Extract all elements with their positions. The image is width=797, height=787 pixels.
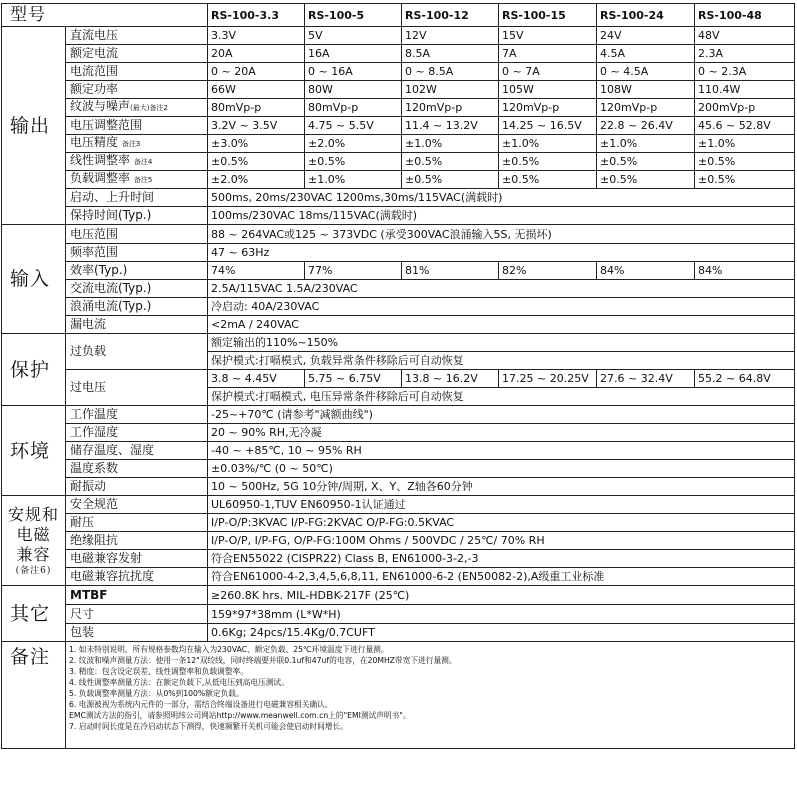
note-line: EMC测试方法的指引，请参照明纬公司网站http://www.meanwell.com.cn上的"EMI测试声明书"。 [69,711,411,720]
row-label: 电压范围 [66,225,208,244]
others-row [2,624,795,642]
output-row [2,189,795,207]
section-line: 兼容 [16,544,51,564]
cell: ±1.0% [695,135,795,153]
model-name: RS-100-12 [402,4,499,27]
environment-row [2,406,795,424]
cell-wide: 2.5A/115VAC 1.5A/230VAC [208,280,795,298]
cell: 108W [597,81,695,99]
cell-wide: 500ms, 20ms/230VAC 1200ms,30ms/115VAC(满载时) [208,189,795,207]
label-text: 线性调整率 [70,153,131,167]
cell: 120mVp-p [597,99,695,117]
row-label: 储存温度、湿度 [66,442,208,460]
cell: 24V [597,27,695,45]
row-label: 保持时间(Typ.) [66,207,208,225]
section-line: 电磁 [16,524,51,544]
cell: 3.2V ~ 3.5V [208,117,305,135]
cell-wide: 保护模式:打嗝模式, 电压异常条件移除后可自动恢复 [208,388,795,406]
note-line: 2. 纹波和噪声测量方法：使用一条12"双绞线，同时终端要并联0.1uf和47uf的电容，在20MHZ带宽下进行量测。 [69,656,457,665]
cell-wide: 额定输出的110%~150% [208,334,795,352]
cell-wide: ±0.03%/℃ (0 ~ 50℃) [208,460,795,478]
cell: 5.75 ~ 6.75V [305,370,402,388]
section-input: 输入 [2,225,66,334]
row-label: 安全规范 [66,496,208,514]
cell-wide: -40 ~ +85℃, 10 ~ 95% RH [208,442,795,460]
row-label [66,153,208,171]
cell-wide: 符合EN55022 (CISPR22) Class B, EN61000-3-2,-3 [208,550,795,568]
cell: ±0.5% [305,153,402,171]
cell: ±2.0% [208,171,305,189]
spec-table [1,3,795,749]
notes-cell [66,642,795,749]
cell: 11.4 ~ 13.2V [402,117,499,135]
cell: 0 ~ 2.3A [695,63,795,81]
cell: ±0.5% [695,153,795,171]
cell: ±0.5% [499,153,597,171]
protection-row [2,334,795,352]
cell: 0 ~ 7A [499,63,597,81]
section-notes: 备注 [2,642,66,749]
label-text: 负载调整率 [70,171,131,185]
row-label [66,99,208,117]
cell-wide: 10 ~ 500Hz, 5G 10分钟/周期, X、Y、Z轴各60分钟 [208,478,795,496]
row-label [66,135,208,153]
section-output: 输出 [2,27,66,225]
environment-row [2,424,795,442]
cell: 0 ~ 4.5A [597,63,695,81]
row-label: 耐压 [66,514,208,532]
cell: 17.25 ~ 20.25V [499,370,597,388]
note-line: 7. 启动时间长度是在冷启动状态下测得，快速频繁开关机可能会使启动时间增长。 [69,722,348,731]
input-row [2,262,795,280]
model-name: RS-100-15 [499,4,597,27]
cell: ±2.0% [305,135,402,153]
cell: ±1.0% [597,135,695,153]
environment-row [2,442,795,460]
cell: 102W [402,81,499,99]
row-label: 电流范围 [66,63,208,81]
input-row [2,244,795,262]
cell-wide: 0.6Kg; 24pcs/15.4Kg/0.7CUFT [208,624,795,642]
cell: ±0.5% [402,171,499,189]
output-row [2,153,795,171]
row-label: 包装 [66,624,208,642]
row-label: 过电压 [66,370,208,406]
section-others: 其它 [2,586,66,642]
safety-row [2,496,795,514]
row-label: 耐振动 [66,478,208,496]
cell: 12V [402,27,499,45]
cell: 0 ~ 20A [208,63,305,81]
row-label: 电压调整范围 [66,117,208,135]
cell: ±3.0% [208,135,305,153]
cell-wide: 100ms/230VAC 18ms/115VAC(满载时) [208,207,795,225]
cell: 77% [305,262,402,280]
input-row [2,316,795,334]
cell: 200mVp-p [695,99,795,117]
cell: ±0.5% [597,153,695,171]
output-row [2,99,795,117]
row-label: 漏电流 [66,316,208,334]
notes-row [2,642,795,749]
cell: 27.6 ~ 32.4V [597,370,695,388]
protection-row [2,370,795,388]
row-label: 启动、上升时间 [66,189,208,207]
cell: 15V [499,27,597,45]
note-line: 1. 如未特别说明，所有规格参数均在输入为230VAC、额定负载、25℃环境温度下进行量测。 [69,645,389,654]
cell: 66W [208,81,305,99]
cell: 120mVp-p [402,99,499,117]
row-label: 工作温度 [66,406,208,424]
cell: 82% [499,262,597,280]
cell: 55.2 ~ 64.8V [695,370,795,388]
others-row [2,605,795,624]
cell: 84% [695,262,795,280]
cell: 5V [305,27,402,45]
section-line: 安规和 [7,504,59,524]
safety-row [2,532,795,550]
cell: 80mVp-p [208,99,305,117]
cell: 120mVp-p [499,99,597,117]
cell-wide: 47 ~ 63Hz [208,244,795,262]
cell: 3.3V [208,27,305,45]
cell-wide: UL60950-1,TUV EN60950-1认证通过 [208,496,795,514]
cell: ±0.5% [499,171,597,189]
cell-wide: 159*97*38mm (L*W*H) [208,605,795,624]
row-label: 交流电流(Typ.) [66,280,208,298]
cell-wide: I/P-O/P:3KVAC I/P-FG:2KVAC O/P-FG:0.5KVAC [208,514,795,532]
cell: 4.5A [597,45,695,63]
cell: 0 ~ 16A [305,63,402,81]
label-note: 备注4 [133,158,153,166]
model-name: RS-100-3.3 [208,4,305,27]
cell-wide: 88 ~ 264VAC或125 ~ 373VDC (承受300VAC浪涌输入5S, 无损坏) [208,225,795,244]
cell: 13.8 ~ 16.2V [402,370,499,388]
cell: 22.8 ~ 26.4V [597,117,695,135]
model-name: RS-100-5 [305,4,402,27]
output-row [2,81,795,99]
row-label: 尺寸 [66,605,208,624]
row-label: 绝缘阻抗 [66,532,208,550]
row-label: 工作湿度 [66,424,208,442]
output-row [2,207,795,225]
cell: 45.6 ~ 52.8V [695,117,795,135]
cell-wide: ≥260.8K hrs. MIL-HDBK-217F (25℃) [208,586,795,605]
cell: 3.8 ~ 4.45V [208,370,305,388]
note-line: 3. 精度：包含设定误差、线性调整率和负载调整率。 [69,667,248,676]
row-label [66,171,208,189]
input-row [2,225,795,244]
cell: 0 ~ 8.5A [402,63,499,81]
cell: ±0.5% [597,171,695,189]
row-label: 效率(Typ.) [66,262,208,280]
cell: ±1.0% [499,135,597,153]
note-line: 5. 负载调整率测量方法：从0%到100%额定负载。 [69,689,244,698]
row-label: 直流电压 [66,27,208,45]
output-row [2,45,795,63]
row-label: 电磁兼容发射 [66,550,208,568]
section-note: (备注6) [15,565,52,576]
model-label: 型号 [2,4,208,27]
label-note: (最大)备注2 [130,104,168,112]
output-row [2,117,795,135]
cell-wide: -25~+70℃ (请参考"减额曲线") [208,406,795,424]
note-line: 6. 电源被视为系统内元件的一部分，需结合终端设备进行电磁兼容相关确认。 [69,700,333,709]
label-note: 备注5 [133,176,153,184]
row-label: 温度系数 [66,460,208,478]
label-note: 备注3 [121,140,141,148]
note-line: 4. 线性调整率测量方法：在额定负载下,从低电压到高电压测试。 [69,678,289,687]
cell: ±0.5% [402,153,499,171]
cell: 105W [499,81,597,99]
row-label: 频率范围 [66,244,208,262]
label-text: 纹波与噪声 [70,99,131,113]
cell: 2.3A [695,45,795,63]
environment-row [2,460,795,478]
output-row [2,171,795,189]
cell: ±0.5% [208,153,305,171]
row-label: 浪涌电流(Typ.) [66,298,208,316]
cell: ±1.0% [305,171,402,189]
safety-row [2,568,795,586]
model-name: RS-100-48 [695,4,795,27]
row-label: MTBF [66,586,208,605]
cell: ±0.5% [695,171,795,189]
cell: ±1.0% [402,135,499,153]
cell: 80W [305,81,402,99]
environment-row [2,478,795,496]
section-environment: 环境 [2,406,66,496]
safety-row [2,550,795,568]
cell-wide: 20 ~ 90% RH,无冷凝 [208,424,795,442]
safety-row [2,514,795,532]
label-text: 电压精度 [70,135,119,149]
section-safety-emc [2,496,66,586]
section-protection: 保护 [2,334,66,406]
cell-wide: 冷启动: 40A/230VAC [208,298,795,316]
output-row [2,63,795,81]
cell: 4.75 ~ 5.5V [305,117,402,135]
cell: 20A [208,45,305,63]
cell: 84% [597,262,695,280]
cell: 48V [695,27,795,45]
cell: 14.25 ~ 16.5V [499,117,597,135]
cell: 7A [499,45,597,63]
row-label: 额定电流 [66,45,208,63]
row-label: 电磁兼容抗扰度 [66,568,208,586]
spec-sheet [1,3,794,749]
cell-wide: 保护模式:打嗝模式, 负载异常条件移除后可自动恢复 [208,352,795,370]
output-row [2,27,795,45]
header-row [2,4,795,27]
cell-wide: <2mA / 240VAC [208,316,795,334]
row-label: 过负载 [66,334,208,370]
cell: 74% [208,262,305,280]
row-label: 额定功率 [66,81,208,99]
cell: 16A [305,45,402,63]
input-row [2,280,795,298]
others-row [2,586,795,605]
model-name: RS-100-24 [597,4,695,27]
cell-wide: I/P-O/P, I/P-FG, O/P-FG:100M Ohms / 500VDC / 25℃/ 70% RH [208,532,795,550]
cell: 8.5A [402,45,499,63]
cell: 80mVp-p [305,99,402,117]
output-row [2,135,795,153]
cell-wide: 符合EN61000-4-2,3,4,5,6,8,11, EN61000-6-2 (EN50082-2),A级重工业标准 [208,568,795,586]
input-row [2,298,795,316]
cell: 81% [402,262,499,280]
cell: 110.4W [695,81,795,99]
